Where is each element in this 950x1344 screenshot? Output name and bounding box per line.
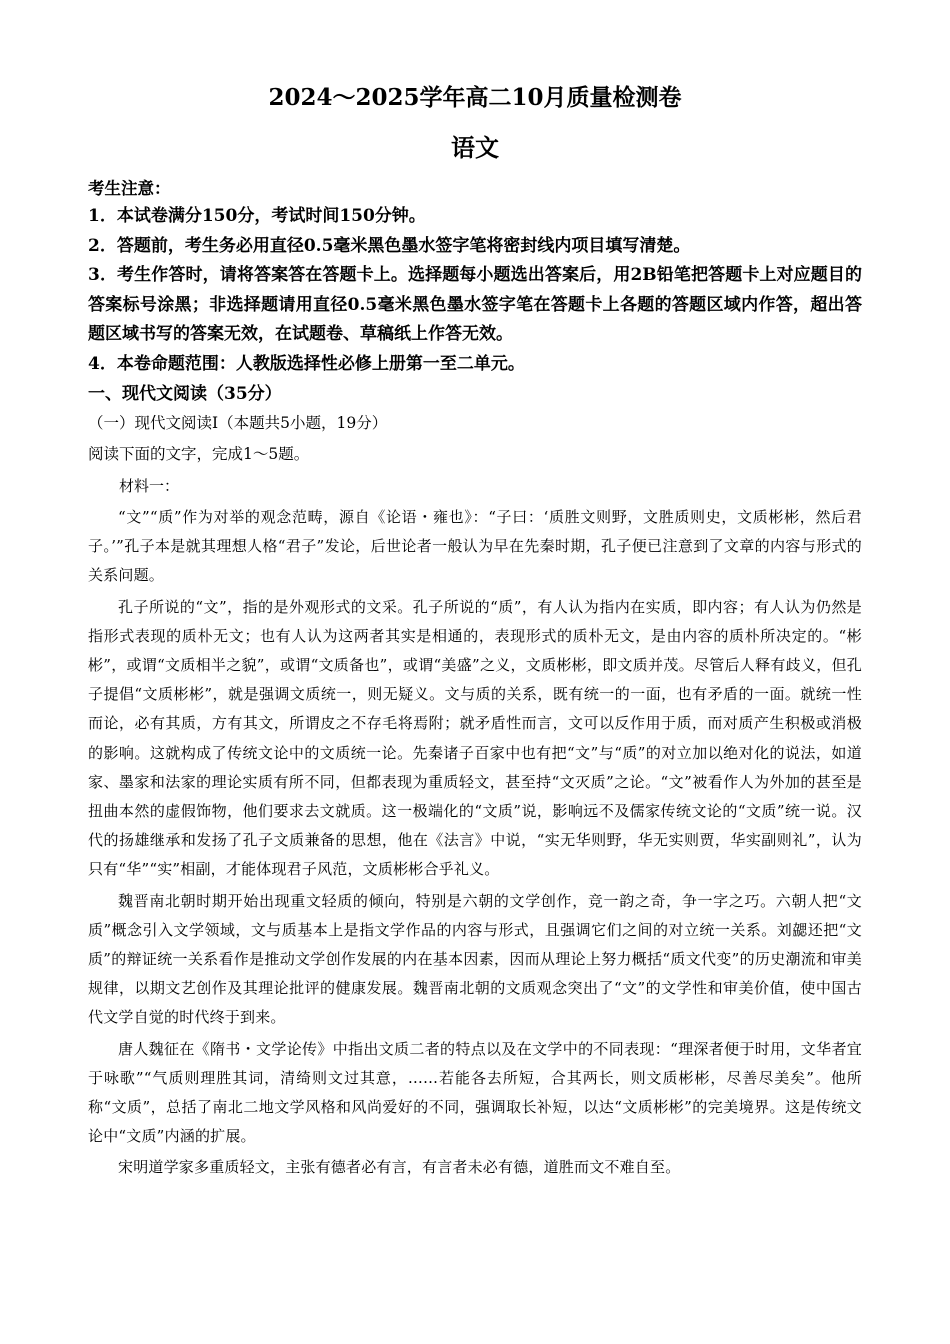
material-label: 材料一： <box>119 477 180 495</box>
exam-page <box>88 82 862 1183</box>
material-paragraph-5: 宋明道学家多重质轻文，主张有德者必有言，有言者未必有德，道胜而文不难自至。 <box>118 1158 681 1177</box>
section-instruction: 阅读下面的文字，完成1～5题。 <box>88 445 310 463</box>
candidate-notice <box>88 176 862 379</box>
reading-section <box>88 379 862 1183</box>
section-heading: 一、现代文阅读（35分） <box>88 384 282 404</box>
exam-title: 2024～2025学年高二10月质量检测卷 <box>268 84 682 111</box>
notice-heading: 考生注意： <box>88 179 171 198</box>
material-paragraph-1: “文”“质”作为对举的观念范畴，源自《论语・雍也》：“子曰：‘质胜文则野，文胜质则史，文质彬彬，然后君子。’”孔子本是就其理想人格“君子”发论，后世论者一般认为早在先秦时期，孔子便已注意到了文章的内容与形式的关系问题。 <box>88 508 862 585</box>
material-paragraph-2: 孔子所说的“文”，指的是外观形式的文采。孔子所说的“质”，有人认为指内在实质，即内容；有人认为仍然是指形式表现的质朴无文；也有人认为这两者其实是相通的，表现形式的质朴无文，是由内容的质朴所决定的。“彬彬”，或谓“文质相半之貌”，或谓“文质备也”，或谓“美盛”之义，文质彬彬，即文质并茂。尽管后人释有歧义，但孔子提倡“文质彬彬”，就是强调文质统一，则无疑义。文与质的关系，既有统一的一面，也有矛盾的一面。就统一性而论，必有其质，方有其文，所谓皮之不存毛将焉附；就矛盾性而言，文可以反作用于质，而对质产生积极或消极的影响。这就构成了传统文论中的文质统一论。先秦诸子百家中也有把“文”与“质”的对立加以绝对化的说法，如道家、墨家和法家的理论实质有所不同，但都表现为重质轻文，甚至持“文灭质”之论。“文”被看作人为外加的甚至是扭曲本然的虚假饰物，他们要求去文就质。这一极端化的“文质”说，影响远不及儒家传统文论的“文质”统一说。汉代的扬雄继承和发扬了孔子文质兼备的思想，他在《法言》中说，“实无华则野，华无实则贾，华实副则礼”，认为只有“华”“实”相副，才能体现君子风范，文质彬彬合乎礼义。 <box>88 597 862 879</box>
notice-item-1: 1．本试卷满分150分，考试时间150分钟。 <box>88 206 426 226</box>
material-paragraph-3: 魏晋南北朝时期开始出现重文轻质的倾向，特别是六朝的文学创作，竞一韵之奇，争一字之巧。六朝人把“文质”概念引入文学领域，文与质基本上是指文学作品的内容与形式，且强调它们之间的对立统一关系。刘勰还把“文质”的辩证统一关系看作是推动文学创作发展的内在基本因素，因而从理论上努力概括“质文代变”的历史潮流和审美规律，以期文艺创作及其理论批评的健康发展。魏晋南北朝的文质观念突出了“文”的文学性和审美价值，使中国古代文学自觉的时代终于到来。 <box>88 891 862 1027</box>
subject-title: 语文 <box>451 133 499 162</box>
notice-item-4: 4．本卷命题范围：人教版选择性必修上册第一至二单元。 <box>88 353 525 374</box>
section-subheading: （一）现代文阅读Ⅰ（本题共5小题，19分） <box>88 414 388 432</box>
notice-item-2: 2．答题前，考生务必用直径0.5毫米黑色墨水签字笔将密封线内项目填写清楚。 <box>88 235 691 256</box>
material-paragraph-4: 唐人魏征在《隋书・文学论传》中指出文质二者的特点以及在文学中的不同表现：“理深者便于时用，文华者宜于咏歌”“气质则理胜其词，清绮则文过其意，……若能各去所短，合其两长，则文质彬彬，尽善尽美矣”。他所称“文质”，总括了南北二地文学风格和风尚爱好的不同，强调取长补短，以达“文质彬彬”的完美境界。这是传统文论中“文质”内涵的扩展。 <box>88 1039 862 1146</box>
notice-item-3: 3．考生作答时，请将答案答在答题卡上。选择题每小题选出答案后，用2B铅笔把答题卡上对应题目的答案标号涂黑；非选择题请用直径0.5毫米黑色墨水签字笔在答题卡上各题的答题区域内作答，超出答题区域书写的答案无效，在试题卷、草稿纸上作答无效。 <box>88 265 862 344</box>
